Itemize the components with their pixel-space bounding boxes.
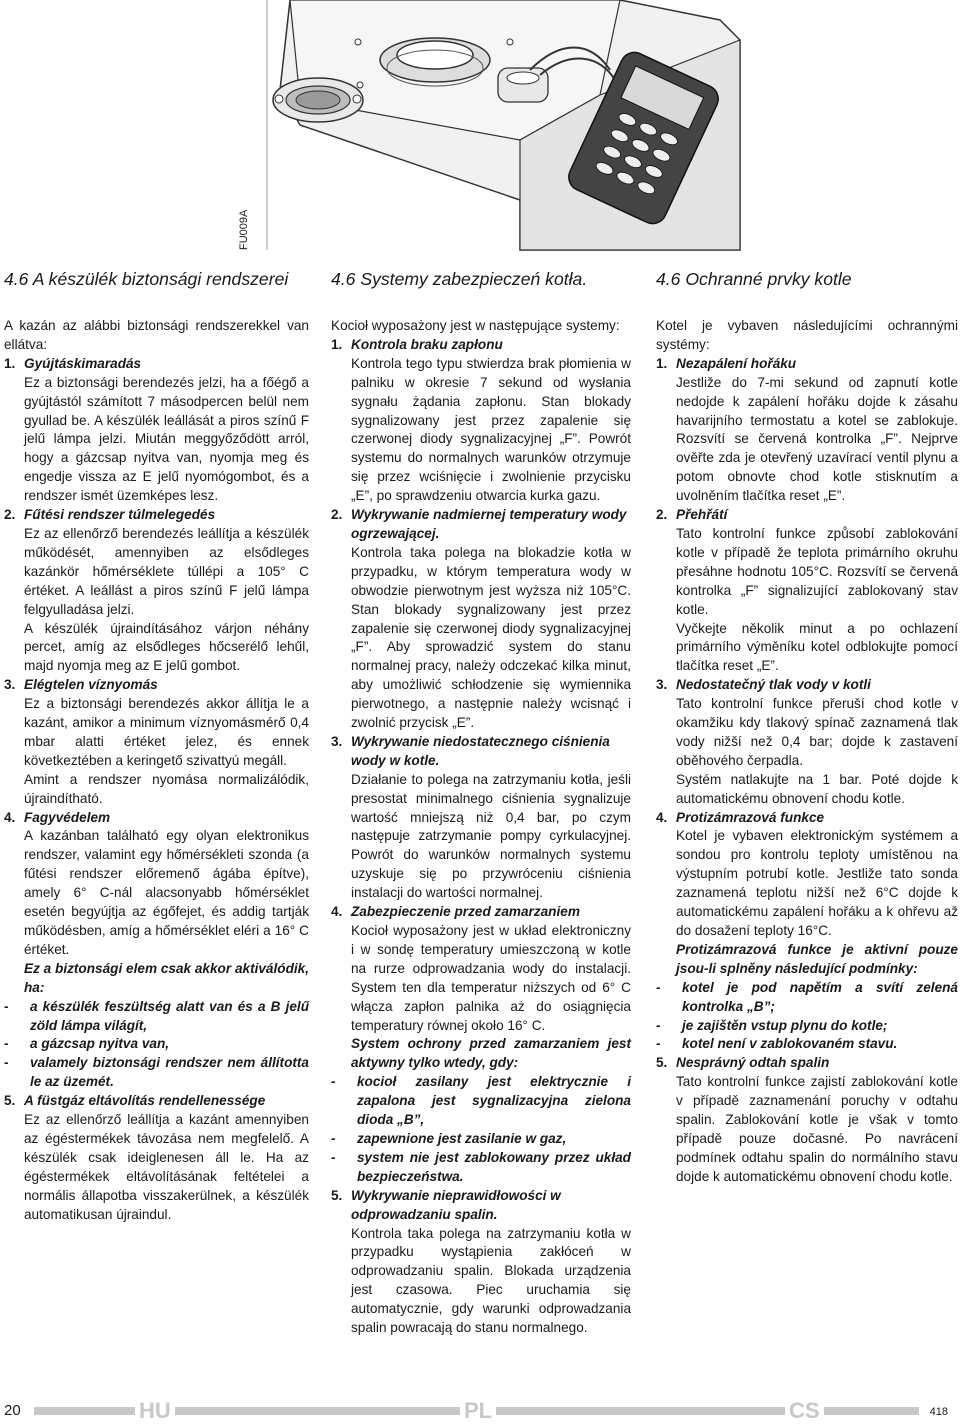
page-number-right: 418	[929, 1406, 948, 1418]
intro-text: A kazán az alábbi biztonsági rendszerekkel van ellátva:	[4, 318, 309, 352]
section-heading: 4.6 A készülék biztonsági rendszerei	[4, 269, 289, 289]
intro-text: Kotel je vybaven následujícími ochrannými systémy:	[656, 318, 958, 352]
item-4-condition: System ochrony przed zamarzaniem jest aktywny tylko wtedy, gdy:	[351, 1036, 631, 1071]
page-number-left: 20	[4, 1402, 21, 1419]
item-2-text-2: Vyčkejte několik minut a po ochlazení primárního výměníku kotel odblokujte pomocí tlačítka reset „E”.	[676, 620, 958, 674]
bullet-item: - je zajištěn vstup plynu do kotle;	[656, 1017, 888, 1033]
item-4-text: Kocioł wyposażony jest w układ elektroniczny i w sondę temperatury umieszczoną w kotle na rurze odprowadzania wody do instalacji. System ten dla temperatur niższych od 6° C włącza zapłon palnika aż do osiągnięcia temperatury równej około 16° C.	[351, 923, 631, 1033]
item-1-text: Jestliže do 7-mi sekund od zapnutí kotle nedojde k zapálení hořáku dojde k zásahu havarijního termostatu a kotel se zablokuje. Rozsvítí se červená kontrolka „F”. Nejprve ověřte zda je otevřený uzavírací ventil plynu a potom obnovte chod kotle stisknutím a uvolněním tlačítka reset „E”.	[676, 374, 958, 504]
item-3-text: Ez a biztonsági berendezés akkor állítja le a kazánt, amikor a minimum víznyomásmérő 0,4 mbar alatti értéket jelez, és ennek következtében a keringető szivattyú megáll.	[24, 696, 309, 768]
figure-code: FU009A	[238, 209, 250, 250]
item-4-title: 4. Zabezpieczenie przed zamarzaniem	[331, 904, 580, 920]
item-5-text: Ez az ellenőrző leállítja a kazánt amennyiben az égéstermékek távozása nem megfelelő. A készülék csak ideiglenesen áll le. Ha az égéstermékek eltávolításának feltételei a normális állapotba visszakerülnek, a készülék automatikusan újraindul.	[24, 1112, 309, 1222]
item-5-title: 5. Wykrywanie nieprawidłowości w odprowadzaniu spalin.	[331, 1187, 561, 1222]
language-tag-cs: CS	[785, 1398, 824, 1424]
bullet-item: - kotel je pod napětím a svítí zelená kontrolka „B”;	[656, 979, 958, 1014]
item-5-title: 5. Nesprávný odtah spalin	[656, 1055, 830, 1071]
boiler-illustration	[0, 0, 960, 255]
item-1-text: Ez a biztonsági berendezés jelzi, ha a főégő a gyújtástól számított 7 másodpercen belül nem gyullad be. A készülék leállását a piros színű F jelű lámpa jelzi. Miután meggyőződött arról, hogy a gázcsap nyitva van, nyomja meg és engedje vissza az E jelű nyomógombot, és a rendszer ismét üzemképes lesz.	[24, 374, 309, 504]
bullet-item: - a gázcsap nyitva van,	[4, 1036, 170, 1052]
column-czech	[656, 268, 958, 1187]
item-3-title: 3. Nedostatečný tlak vody v kotli	[656, 677, 871, 693]
item-3-text: Tato kontrolní funkce přeruší chod kotle v okamžiku kdy tlakový spínač zaznamená tlak vody nižší než 0,4 bar; dojde k zastavení oběhového čerpadla.	[676, 696, 958, 768]
language-tag-hu: HU	[135, 1398, 175, 1424]
item-2-text: Kontrola taka polega na blokadzie kotła w przypadku, w którym temperatura wody w obwodzie pierwotnym jest wyższa niż 105°C. Stan blokady sygnalizowany jest przez zapalenie się czerwonej diody sygnalizacyjnej „F”. Aby sprowadzić system do stanu normalnej pracy, należy odczekać kilka minut, aby umożliwić schłodzenie się wymiennika pierwotnego, a następnie należy wcisnąć i zwolnić przycisk „E”.	[351, 544, 631, 731]
item-5-title: 5. A füstgáz eltávolítás rendellenessége	[4, 1093, 266, 1109]
item-3-title: 3. Elégtelen víznyomás	[4, 677, 158, 693]
item-4-text: Kotel je vybaven elektronickým systémem a sondou pro kontrolu teploty umístěnou na výstupním potrubí kotle. Jestliže tato sonda zaznamená teplotu nižší než 6°C dojde k automatickému zapálení hořáku a k ohřevu až do dosažení teploty 16°C.	[676, 828, 958, 938]
item-4-condition: Protizámrazová funkce je aktivní pouze jsou-li splněny následující podmínky:	[676, 941, 958, 976]
item-1-title: 1. Nezapálení hořáku	[656, 355, 797, 371]
item-3-text-2: Systém natlakujte na 1 bar. Poté dojde k automatickému obnovení chodu kotle.	[676, 771, 958, 806]
item-4-condition: Ez a biztonsági elem csak akkor aktiválódik, ha:	[24, 960, 309, 995]
intro-text: Kocioł wyposażony jest w następujące systemy:	[331, 318, 620, 333]
item-3-title: 3. Wykrywanie niedostatecznego ciśnienia wody w kotle.	[331, 733, 610, 768]
column-polish	[331, 268, 631, 1338]
item-2-text-2: A készülék újraindításához várjon néhány percet, amíg az elsődleges hőcserélő lehűl, majd nyomja meg az E jelű gombot.	[24, 620, 309, 674]
section-heading: 4.6 Systemy zabezpieczeń kotła.	[331, 269, 588, 289]
bullet-item: - system nie jest zablokowany przez układ bezpieczeństwa.	[331, 1149, 631, 1184]
item-1-title: 1. Gyújtáskimaradás	[4, 355, 142, 371]
column-hungarian	[4, 268, 309, 1225]
item-3-text-2: Amint a rendszer nyomása normalizálódik, újraindítható.	[24, 771, 309, 806]
item-5-text: Kontrola taka polega na zatrzymaniu kotła w przypadku wystąpienia zakłóceń w odprowadzaniu spalin. Blokada urządzenia jest czasowa. Piec uruchamia się automatycznie, gdy warunki odprowadzania spalin powracają do stanu normalnego.	[351, 1225, 631, 1336]
item-2-title: 2. Wykrywanie nadmiernej temperatury wody ogrzewającej.	[331, 507, 627, 541]
bullet-item: - kotel není v zablokovaném stavu.	[656, 1036, 898, 1052]
language-tag-pl: PL	[460, 1398, 496, 1424]
boiler-diagram	[0, 0, 960, 255]
item-2-text: Tato kontrolní funkce způsobí zablokování kotle v případě že teplota primárního okruhu přesáhne hodnotu 105°C. Rozsvítí se červená kontrolka „F” signalizující zablokovaný stav kotle.	[676, 525, 958, 617]
bullet-item: - zapewnione jest zasilanie w gaz,	[331, 1130, 567, 1146]
item-4-text: A kazánban található egy olyan elektronikus rendszer, valamint egy hőmérsékleti szonda (a fűtési rendszer előremenő ágába építve), amely 6° C-nál alacsonyabb hőmérséklet esetén begyújtja az égőfejet, és addig tartják működésben, amíg a hőmérséklet eléri a 16° C értéket.	[24, 828, 309, 957]
item-4-title: 4. Fagyvédelem	[4, 809, 111, 825]
item-2-title: 2. Fűtési rendszer túlmelegedés	[4, 507, 216, 523]
section-heading: 4.6 Ochranné prvky kotle	[656, 269, 852, 289]
item-1-text: Kontrola tego typu stwierdza brak płomienia w palniku w okresie 7 sekund od wysłania sygnału żądania zapłonu. Stan blokady sygnalizowany jest przez zapalenie się czerwonej diody sygnalizacyjnej „F”. Powrót systemu do normalnych warunków otrzymuje się przez wciśnięcie i zwolnienie przycisku „E”, po sprawdzeniu otwarcia kurka gazu.	[351, 355, 631, 504]
item-2-title: 2. Přehřátí	[656, 507, 728, 523]
item-3-text: Działanie to polega na zatrzymaniu kotła, jeśli presostat minimalnego ciśnienia sygnalizuje wartość mniejszą niż 0,4 bar, po czym następuje zatrzymanie pompy cyrkulacyjnej. Powrót do warunków normalnych systemu uzyskuje się po przywróceniu ciśnienia instalacji do wartości normalnej.	[351, 771, 631, 901]
bullet-item: - valamely biztonsági rendszer nem állította le az üzemét.	[4, 1055, 309, 1090]
bullet-item: - kocioł zasilany jest elektrycznie i zapalona jest sygnalizacyjna zielona dioda „B”,	[331, 1074, 631, 1128]
page-footer	[0, 1396, 960, 1426]
item-2-text: Ez az ellenőrző berendezés leállítja a készülék működését, amennyiben az elsődleges kazánkör hőmérséklete túllépi a 105° C értéket. A leállást a piros színű F jelű lámpa felgyulladása jelzi.	[24, 525, 309, 617]
item-1-title: 1. Kontrola braku zapłonu	[331, 336, 503, 352]
item-4-title: 4. Protizámrazová funkce	[656, 809, 825, 825]
bullet-item: - a készülék feszültség alatt van és a B jelű zöld lámpa világít,	[4, 998, 309, 1033]
item-5-text: Tato kontrolní funkce zajistí zablokování kotle v případě zaznamenání poruchy v odtahu spalin. Zablokování kotle je však v tomto případě pouze dočasné. Po navrácení podmínek odtahu spalin do normálního stavu dojde k automatickému obnovení chodu kotle.	[676, 1074, 958, 1184]
